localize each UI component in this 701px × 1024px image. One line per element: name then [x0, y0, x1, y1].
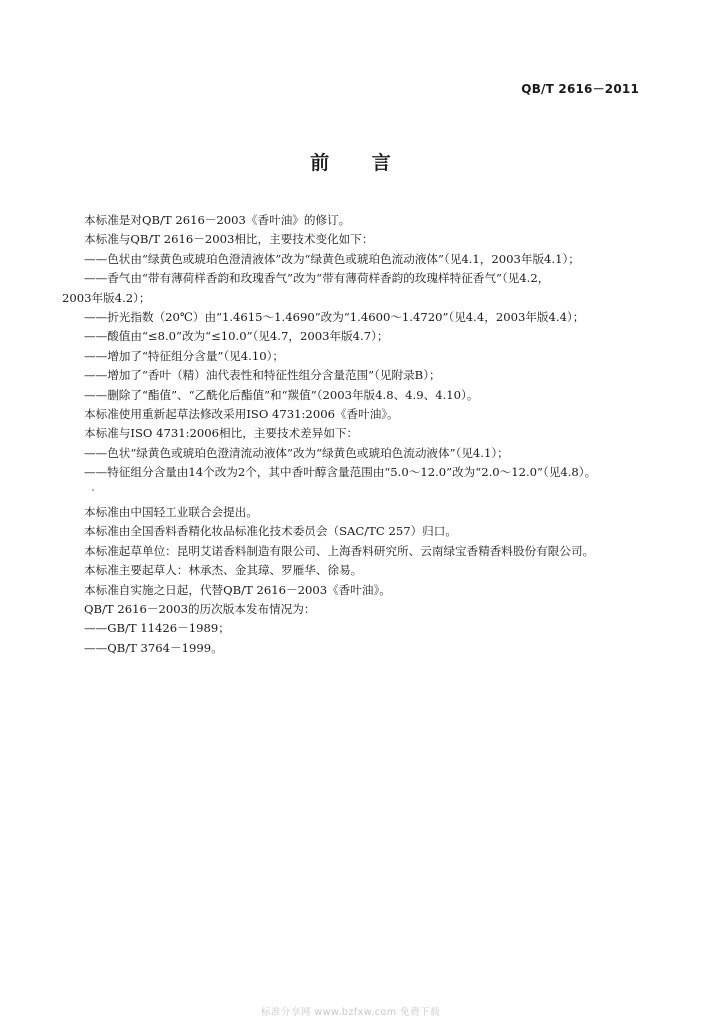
paragraph-revision-note: 本标准是对QB/T 2616－2003《香叶油》的修订。 [84, 213, 351, 227]
list-item-deleted-values: ——删除了“酯值”、“乙酰化后酯值”和“羰值”（2003年版4.8、4.9、4.10）。 [84, 387, 479, 402]
standard-code: QB/T 2616－2011 [521, 82, 639, 96]
list-item-component-ranges: ——增加了“香叶（精）油代表性和特征性组分含量范围”（见附录B）； [84, 368, 441, 383]
scan-speck [92, 489, 94, 491]
foreword-section-organization [62, 503, 652, 658]
footer-watermark: 标准分享网 www.bzfxw.com 免费下载 [260, 1007, 441, 1018]
list-item-aroma-continued: 2003年版4.2）； [62, 290, 151, 305]
paragraph-history-intro: QB/T 2616－2003的历次版本发布情况为： [84, 602, 316, 617]
list-item-aroma: ——香气由“带有薄荷样香韵和玫瑰香气”改为“带有薄荷样香韵的玫瑰样特征香气”（见4.2， [84, 271, 550, 286]
paragraph-changes-intro: 本标准与QB/T 2616－2003相比，主要技术变化如下： [84, 232, 374, 247]
paragraph-iso-differences-intro: 本标准与ISO 4731:2006相比，主要技术差异如下： [84, 426, 359, 441]
page-title: 前 言 [310, 152, 409, 174]
list-item-refractive-index: ——折光指数（20℃）由“1.4615～1.4690”改为“1.4600～1.4720”（见4.4，2003年版4.4）； [84, 310, 585, 325]
foreword-section-changes [62, 211, 652, 483]
paragraph-drafters: 本标准主要起草人：林承杰、金其璋、罗雁华、徐易。 [84, 563, 363, 578]
list-item-history-qbt: ——QB/T 3764－1999。 [84, 640, 223, 655]
list-item-history-gbt: ——GB/T 11426－1989； [84, 621, 230, 636]
paragraph-iso-adoption: 本标准使用重新起草法修改采用ISO 4731:2006《香叶油》。 [84, 407, 399, 422]
list-item-acid-value: ——酸值由“≤8.0”改为“≤10.0”（见4.7，2003年版4.7）； [84, 329, 389, 344]
list-item-iso-components: ——特征组分含量由14个改为2个，其中香叶醇含量范围由“5.0～12.0”改为“2.0～12.0”（见4.8）。 [84, 465, 597, 480]
list-item-characteristic-components: ——增加了“特征组分含量”（见4.10）； [84, 348, 284, 363]
paragraph-proposed-by: 本标准由中国轻工业联合会提出。 [84, 505, 258, 519]
list-item-iso-color: ——色状“绿黄色或琥珀色澄清流动液体”改为“绿黄色或琥珀色流动液体”（见4.1）； [84, 445, 509, 460]
list-item-color: ——色状由“绿黄色或琥珀色澄清液体”改为“绿黄色或琥珀色流动液体”（见4.1，2003年版4.1）； [84, 251, 580, 266]
paragraph-replaces: 本标准自实施之日起，代替QB/T 2616－2003《香叶油》。 [84, 582, 391, 597]
paragraph-drafting-units: 本标准起草单位：昆明艾诺香料制造有限公司、上海香料研究所、云南绿宝香精香料股份有限公司。 [84, 543, 595, 558]
paragraph-centralized-by: 本标准由全国香料香精化妆品标准化技术委员会（SAC/TC 257）归口。 [84, 524, 457, 539]
